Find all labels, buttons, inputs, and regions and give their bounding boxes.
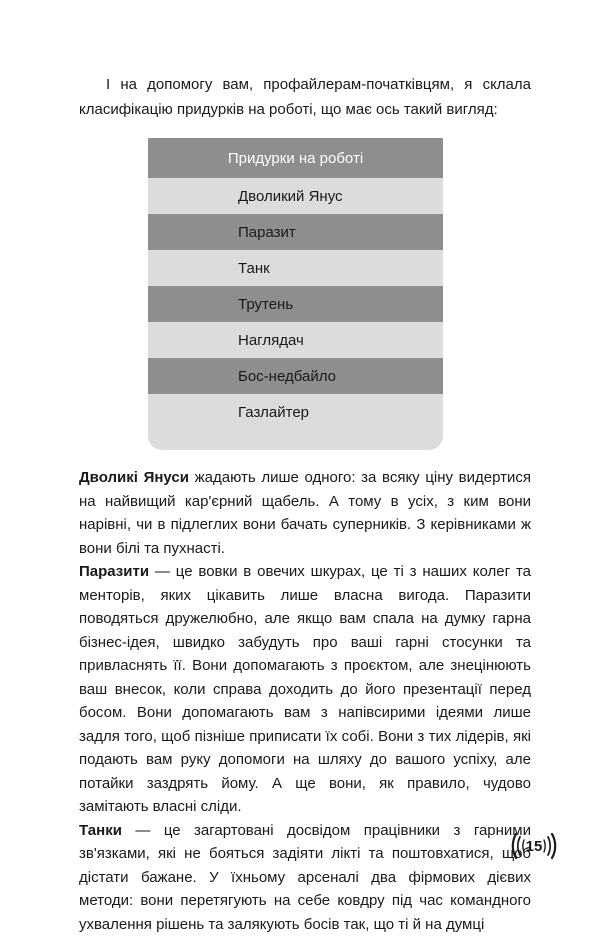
- paragraph-text: жадають лише одного: за всяку ціну видертися на найвищий кар'єрний щабель. А тому в усіх, з ким вони нарівні, чи в підлеглих вони бачать суперників. З керівниками ж вони білі та пухнасті.: [79, 469, 531, 557]
- paragraph-two-faced: [79, 466, 531, 560]
- term-parasites: Паразити: [79, 563, 149, 580]
- table-row: Наглядач: [148, 322, 443, 358]
- table-row: Танк: [148, 250, 443, 286]
- term-two-faced: Дволикі Януси: [79, 469, 189, 486]
- intro-paragraph: І на допомогу вам, профайлерам-початківцям, я склала класифікацію придурків на роботі, що має ось такий вигляд:: [79, 72, 531, 122]
- table-row: Газлайтер: [148, 394, 443, 430]
- table-row: Бос-недбайло: [148, 358, 443, 394]
- table-row: Дволикий Янус: [148, 178, 443, 214]
- term-tanks: Танки: [79, 822, 122, 839]
- classification-table: [148, 138, 443, 450]
- paragraph-text: — це вовки в овечих шкурах, це ті з наших колег та менторів, яких цікавить лише власна вигода. Паразити поводяться дружелюбно, але якщо вам спала на думку гарна бізнес-ідея, швидко забудуть про ваші гарні стосунки та привласнять її. Вони допомагають з проєктом, але знецінюють ваш внесок, коли справа доходить до його презентації перед босом. Вони допомагають вам з напівсирими ідеями лише задля того, щоб пізніше приписати їх собі. Вони з тих лідерів, які подають вам руку допомоги на шляху до вашого успіху, але потайки заздрять йому. А ще вони, як правило, чудово замітають власні сліди.: [79, 563, 531, 815]
- table-row: Паразит: [148, 214, 443, 250]
- table-row: Трутень: [148, 286, 443, 322]
- page-number: 15: [508, 820, 560, 872]
- page-number-badge: [508, 820, 560, 872]
- paragraph-tanks: [79, 819, 531, 936]
- body-text: [79, 466, 531, 936]
- table-header: Придурки на роботі: [148, 138, 443, 178]
- paragraph-text: — це загартовані досвідом працівники з гарними зв'язками, які не бояться задіяти лікті та поштовхатися, щоб дістати бажане. У їхньому арсеналі два фірмових дієвих методи: вони перетягують на себе ковдру під час командного ухвалення рішень та залякують босів так, що ті й на думці: [79, 822, 531, 933]
- paragraph-parasites: [79, 560, 531, 819]
